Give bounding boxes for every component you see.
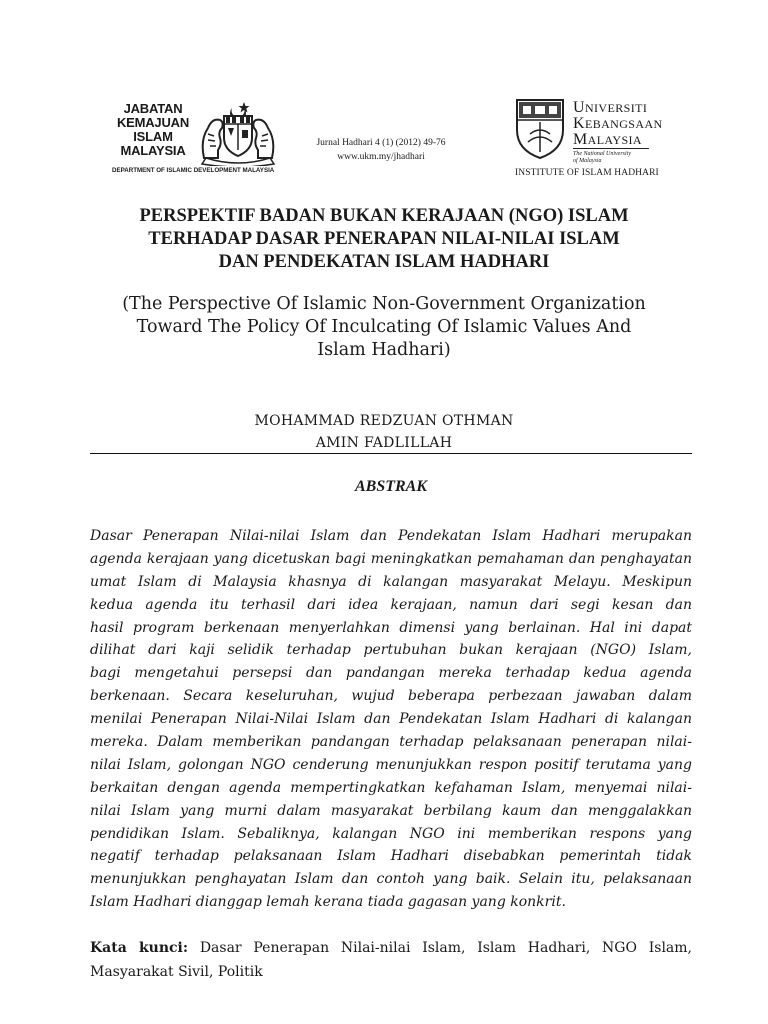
title-line: TERHADAP DASAR PENERAPAN NILAI-NILAI ISLAM (148, 229, 620, 249)
abstract-heading: ABSTRAK (354, 478, 428, 495)
jakim-logo-line: ISLAM (133, 129, 173, 144)
abstract-line: berkaitan dengan agenda mempertingkatkan kefahaman Islam, menyemai nilai- (90, 779, 692, 796)
jakim-logo-line: MALAYSIA (120, 143, 186, 158)
malaysia-coat-of-arms-icon (196, 100, 280, 166)
jakim-department-text: DEPARTMENT OF ISLAMIC DEVELOPMENT MALAYSIA (112, 167, 275, 174)
jakim-logo-text (112, 102, 194, 158)
abstract-body (90, 525, 692, 914)
subtitle-line: Toward The Policy Of Inculcating Of Islamic Values And (136, 317, 632, 337)
abstract-line: dilihat dari kaji selidik terhadap pertubuhan bukan kerajaan (NGO) Islam, (90, 642, 692, 659)
horizontal-rule (90, 453, 692, 454)
jakim-logo-line: KEMAJUAN (116, 115, 190, 130)
journal-info (306, 136, 456, 164)
keywords-text: Dasar Penerapan Nilai-nilai Islam, Islam Hadhari, NGO Islam, (199, 940, 692, 956)
ukm-name-line: KEBANGSAAN (573, 115, 663, 132)
ukm-tagline: The National University of Malaysia (573, 151, 631, 164)
jakim-logo (112, 102, 282, 182)
ukm-name-line: MALAYSIA (573, 131, 643, 148)
ukm-logo (515, 98, 663, 182)
journal-url[interactable]: www.ukm.my/jhadhari (337, 152, 425, 162)
paper-title (60, 205, 708, 274)
author-list (60, 410, 708, 454)
abstract-line: nilai Islam, golongan NGO cenderung menunjukkan respon positif terutama yang (90, 756, 692, 773)
ukm-institute-name: INSTITUTE OF ISLAM HADHARI (515, 168, 659, 178)
abstract-line: umat Islam di Malaysia khasnya di kalangan masyarakat Melayu. Meskipun (90, 573, 692, 590)
abstract-line: Dasar Penerapan Nilai-nilai Islam dan Pendekatan Islam Hadhari merupakan (90, 528, 692, 544)
ukm-name-line: UNIVERSITI (573, 99, 648, 116)
keywords-line (90, 936, 692, 960)
keywords (90, 936, 692, 984)
abstract-line: mereka. Dalam memberikan pandangan terhadap pelaksanaan penerapan nilai- (90, 734, 692, 751)
author-name: MOHAMMAD REDZUAN OTHMAN (254, 413, 514, 429)
jakim-logo-line: JABATAN (123, 101, 183, 116)
abstract-line: pendidikan Islam. Sebaliknya, kalangan NGO ini memberikan respons yang (90, 825, 692, 842)
ukm-divider (573, 148, 649, 149)
keywords-label: Kata kunci: (90, 940, 189, 956)
abstract-line: berkenaan. Secara keseluruhan, wujud beberapa perbezaan jawaban dalam (90, 688, 692, 705)
abstract-line: negatif terhadap pelaksanaan Islam Hadhari disebabkan pemerintah tidak (90, 848, 692, 865)
journal-citation: Jurnal Hadhari 4 (1) (2012) 49-76 (316, 138, 446, 148)
author-name: AMIN FADLILLAH (315, 435, 453, 451)
abstract-line: menunjukkan penghayatan Islam dan contoh yang baik. Selain itu, pelaksanaan (90, 871, 692, 888)
title-line: DAN PENDEKATAN ISLAM HADHARI (218, 252, 550, 272)
abstract-line: agenda kerajaan yang dicetuskan bagi meningkatkan pemahaman dan penghayatan (90, 550, 692, 567)
abstract-line: nilai Islam yang murni dalam masyarakat berbilang kaum dan menggalakkan (90, 802, 692, 819)
ukm-name (573, 100, 663, 148)
abstract-line: Islam Hadhari dianggap lemah kerana tiada gagasan yang konkrit. (90, 894, 566, 911)
abstract-line: hasil program berkenaan menyerlahkan dimensi yang berlainan. Hal ini dapat (90, 619, 692, 636)
paper-subtitle (60, 293, 708, 362)
page-header (0, 96, 768, 186)
ukm-shield-icon (515, 98, 565, 160)
abstract-line: kedua agenda itu terhasil dari idea kerajaan, namun dari segi kesan dan (90, 596, 692, 613)
subtitle-line: Islam Hadhari) (317, 340, 451, 360)
keywords-line: Masyarakat Sivil, Politik (90, 964, 263, 980)
subtitle-line: (The Perspective Of Islamic Non-Government Organization (122, 294, 646, 314)
abstract-line: menilai Penerapan Nilai-Nilai Islam dan Pendekatan Islam Hadhari di kalangan (90, 711, 692, 728)
title-line: PERSPEKTIF BADAN BUKAN KERAJAAN (NGO) ISLAM (139, 206, 629, 226)
abstract-line: bagi mengetahui persepsi dan pandangan mereka terhadap kedua agenda (90, 665, 692, 682)
